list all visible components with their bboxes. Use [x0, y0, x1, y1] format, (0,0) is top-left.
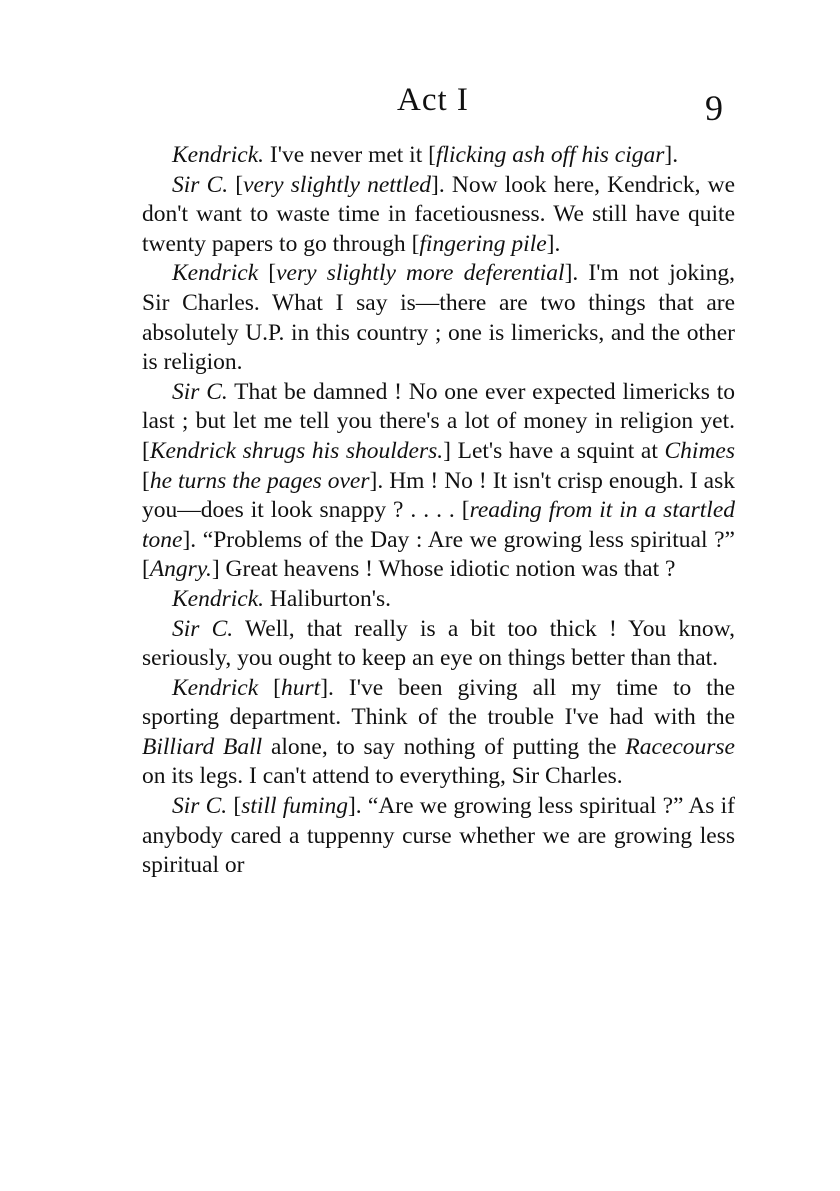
- dialogue-line: Well, that really is a bit too thick ! You know, seriously, you ought to keep an eye on things better than that.: [142, 615, 735, 672]
- stage-direction: flicking ash off his cigar: [435, 142, 665, 168]
- stage-direction: Billiard Ball: [142, 733, 263, 760]
- dialogue-line: Let's have a squint at: [450, 437, 665, 464]
- bracket: [: [233, 793, 242, 820]
- dialogue-paragraph: [142, 378, 735, 585]
- bracket: [: [142, 467, 150, 494]
- bracket: ].: [431, 171, 445, 198]
- speaker-name: Sir C.: [172, 615, 234, 642]
- stage-direction: he turns the pages over: [149, 467, 370, 494]
- bracket: [: [268, 260, 277, 287]
- bracket: ].: [320, 674, 334, 701]
- speaker-name: Kendrick: [172, 260, 259, 287]
- bracket: ]: [211, 556, 220, 583]
- bracket: ].: [546, 230, 561, 257]
- stage-direction: hurt: [281, 674, 321, 701]
- dialogue-line: I've never met it: [264, 142, 429, 168]
- speaker-name: Sir C.: [172, 378, 228, 405]
- dialogue-paragraph: [142, 171, 735, 260]
- dialogue-line: Great heavens ! Whose idiotic notion was that ?: [219, 556, 676, 583]
- dialogue-paragraph: [142, 615, 735, 674]
- stage-direction: very slightly nettled: [243, 171, 432, 198]
- dialogue-paragraph: [142, 792, 735, 881]
- stage-direction: fingering pile: [419, 230, 547, 257]
- bracket: [: [142, 556, 150, 583]
- stage-direction: Chimes: [664, 437, 735, 464]
- speaker-name: Sir C.: [172, 793, 228, 820]
- stage-direction: reading from it in a startled tone: [142, 497, 735, 553]
- dialogue-line: Haliburton's.: [264, 585, 391, 612]
- dialogue-paragraph: [142, 585, 735, 615]
- dialogue-paragraph: [142, 674, 735, 792]
- stage-direction: Angry.: [149, 556, 212, 583]
- bracket: [: [273, 674, 281, 701]
- speaker-name: Kendrick.: [172, 585, 265, 612]
- dialogue-line: [258, 675, 273, 701]
- bracket: ].: [182, 526, 197, 553]
- speaker-name: Kendrick: [172, 674, 259, 701]
- bracket: [: [411, 230, 420, 257]
- bracket: ].: [347, 793, 362, 820]
- stage-direction: Racecourse: [625, 733, 735, 760]
- running-head: [0, 80, 840, 128]
- stage-direction: very slightly more deferential: [276, 260, 565, 287]
- stage-direction: Kendrick shrugs his shoulders.: [149, 437, 444, 464]
- dialogue-line: Hm ! No ! It isn't crisp enough. I ask you—does it look snappy ? . . . .: [142, 467, 735, 524]
- dialogue-line: alone, to say nothing of putting the: [262, 733, 626, 760]
- dialogue-line: That be damned ! No one ever expected limericks to last ; but let me tell you there's a lot of money in religion yet.: [142, 378, 735, 435]
- dialogue-line: on its legs. I can't attend to everything, Sir Charles.: [142, 763, 623, 790]
- dialogue-line: “Are we growing less spiritual ?” As if anybody cared a tuppenny curse whether we are growing less spiritual or: [142, 793, 736, 879]
- bracket: ].: [369, 467, 384, 494]
- bracket: [: [428, 142, 436, 168]
- speaker-name: Sir C.: [172, 171, 229, 198]
- bracket: [: [235, 171, 244, 198]
- dialogue-paragraph: [142, 259, 735, 377]
- dialogue-line: I'm not joking, Sir Charles. What I say is—there are two things that are absolutely U.P. in this country ; one is limericks, and the other is religion.: [142, 260, 736, 376]
- dialogue-line: Now look here, Kendrick, we don't want to waste time in facetiousness. We still have quite twenty papers to go through: [142, 171, 735, 257]
- bracket: [: [461, 497, 470, 524]
- bracket: ]: [443, 437, 451, 464]
- dialogue-line: I've been giving all my time to the sporting department. Think of the trouble I've had with the: [142, 674, 736, 731]
- page-number: 9: [705, 88, 723, 128]
- dialogue-line: “Problems of the Day : Are we growing less spiritual ?”: [196, 526, 735, 553]
- bracket: ].: [664, 142, 679, 168]
- dialogue-paragraph: [142, 141, 735, 171]
- dialogue-line: [258, 260, 268, 286]
- dialogue-text: [142, 141, 735, 881]
- bracket: [: [142, 437, 150, 464]
- bracket: ].: [564, 260, 579, 287]
- speaker-name: Kendrick.: [172, 142, 265, 168]
- stage-direction: still fuming: [241, 793, 348, 820]
- running-title: Act I: [397, 82, 469, 118]
